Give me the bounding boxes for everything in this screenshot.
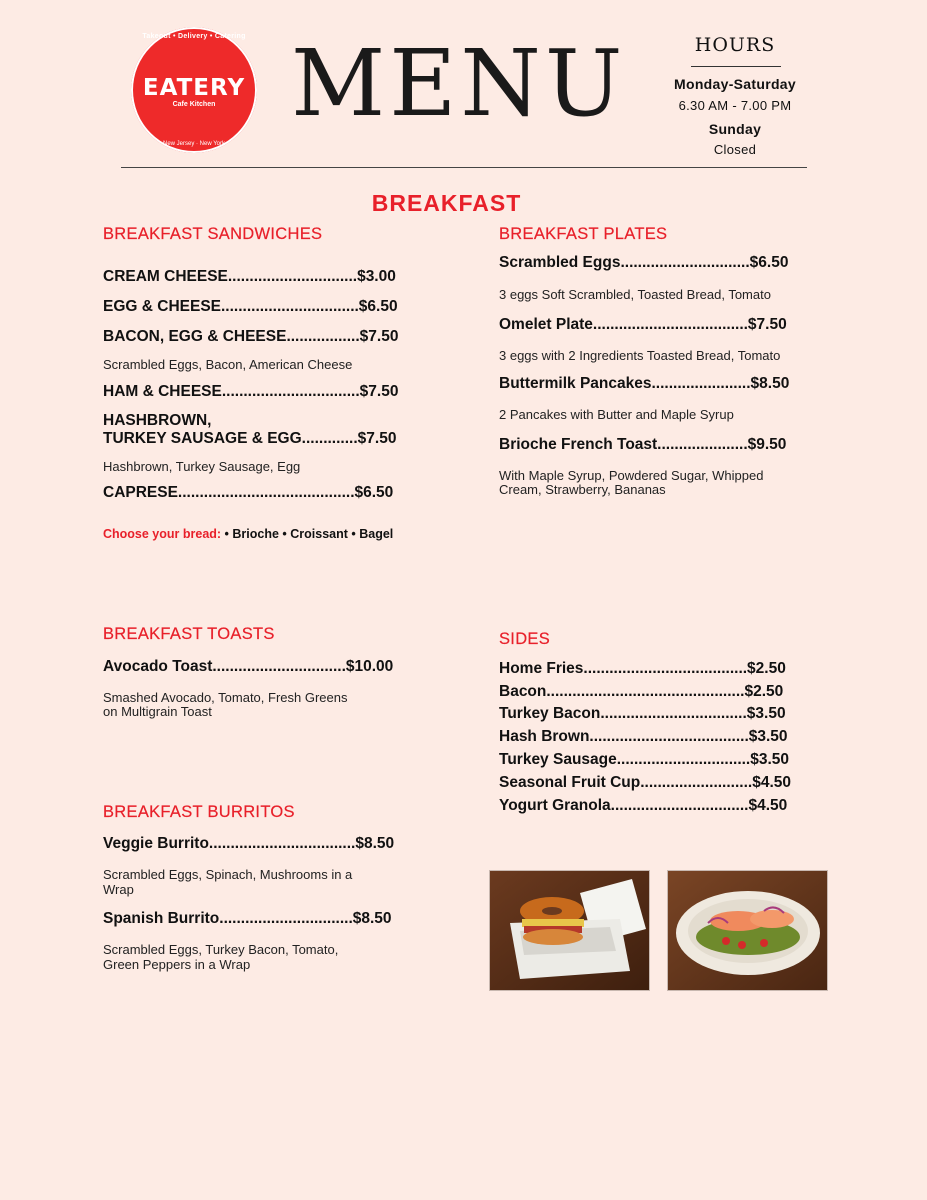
menu-item-description: Cream, Strawberry, Bananas <box>499 482 666 497</box>
heading-breakfast-plates: BREAKFAST PLATES <box>499 225 668 243</box>
logo-name: EATERY <box>142 75 246 101</box>
heading-breakfast-burritos: BREAKFAST BURRITOS <box>103 803 295 821</box>
menu-item: TURKEY SAUSAGE & EGG.............$7.50 <box>103 430 397 447</box>
heading-sides: SIDES <box>499 630 551 648</box>
menu-item-description: 2 Pancakes with Butter and Maple Syrup <box>499 407 734 422</box>
hours-divider <box>691 66 781 67</box>
bread-choice-label: Choose your bread: <box>103 527 222 541</box>
hours-weekday-time: 6.30 AM - 7.00 PM <box>678 98 792 113</box>
menu-item-description: Wrap <box>103 882 134 897</box>
page-title: MENU <box>291 30 627 137</box>
hours-sunday-time: Closed <box>713 142 757 157</box>
menu-item-description: 3 eggs Soft Scrambled, Toasted Bread, Tomato <box>499 287 771 302</box>
menu-item-description: Green Peppers in a Wrap <box>103 957 251 972</box>
header-divider <box>121 167 807 168</box>
side-item: Seasonal Fruit Cup..........................$4.50 <box>499 774 791 791</box>
section-title-breakfast: BREAKFAST <box>371 190 522 216</box>
heading-breakfast-sandwiches: BREAKFAST SANDWICHES <box>103 225 323 243</box>
logo-ring-bottom: New Jersey · New York <box>162 141 226 147</box>
hours-weekday-label: Monday-Saturday <box>674 76 796 92</box>
logo-ring-top: Takeout • Delivery • Catering <box>142 33 246 40</box>
menu-item: Scrambled Eggs..............................$6.50 <box>499 254 789 271</box>
hours-sunday-label: Sunday <box>708 121 762 137</box>
menu-item: Veggie Burrito..................................$8.50 <box>103 835 395 852</box>
side-item: Bacon..............................................$2.50 <box>499 683 784 700</box>
menu-item: CREAM CHEESE..............................$3.00 <box>103 268 396 285</box>
hours-title: HOURS <box>694 34 776 56</box>
menu-item: Omelet Plate....................................$7.50 <box>499 316 787 333</box>
side-item: Yogurt Granola................................$4.50 <box>499 797 788 814</box>
menu-item: EGG & CHEESE................................$6.50 <box>103 298 398 315</box>
side-item: Home Fries......................................$2.50 <box>499 660 786 677</box>
avocado-toast-photo <box>667 870 828 991</box>
menu-item: BACON, EGG & CHEESE.................$7.50 <box>103 328 399 345</box>
menu-item-description: Scrambled Eggs, Bacon, American Cheese <box>103 357 353 372</box>
menu-item: Buttermilk Pancakes.......................$8.50 <box>499 375 790 392</box>
menu-item-description: With Maple Syrup, Powdered Sugar, Whipped <box>499 468 764 483</box>
menu-item-description: Hashbrown, Turkey Sausage, Egg <box>103 459 301 474</box>
menu-item-description: on Multigrain Toast <box>103 704 212 719</box>
heading-breakfast-toasts: BREAKFAST TOASTS <box>103 625 275 643</box>
bread-choice <box>103 527 393 541</box>
side-item: Turkey Bacon..................................$3.50 <box>499 705 786 722</box>
menu-item-line1: HASHBROWN, <box>103 412 212 429</box>
menu-item: HAM & CHEESE................................$7.50 <box>103 383 399 400</box>
menu-item-description: 3 eggs with 2 Ingredients Toasted Bread, Tomato <box>499 348 781 363</box>
menu-item-description: Scrambled Eggs, Turkey Bacon, Tomato, <box>103 942 339 957</box>
menu-item: Brioche French Toast.....................$9.50 <box>499 436 787 453</box>
bagel-sandwich-photo <box>489 870 650 991</box>
logo-subtitle: Cafe Kitchen <box>172 101 216 108</box>
menu-item: Spanish Burrito...............................$8.50 <box>103 910 392 927</box>
eatery-logo <box>131 27 257 153</box>
side-item: Hash Brown.....................................$3.50 <box>499 728 788 745</box>
menu-item-description: Scrambled Eggs, Spinach, Mushrooms in a <box>103 867 353 882</box>
menu-item: CAPRESE.........................................$6.50 <box>103 484 394 501</box>
menu-item: Avocado Toast...............................$10.00 <box>103 658 394 675</box>
side-item: Turkey Sausage...............................$3.50 <box>499 751 790 768</box>
menu-item-description: Smashed Avocado, Tomato, Fresh Greens <box>103 690 348 705</box>
bread-choice-options: • Brioche • Croissant • Bagel <box>221 527 394 541</box>
